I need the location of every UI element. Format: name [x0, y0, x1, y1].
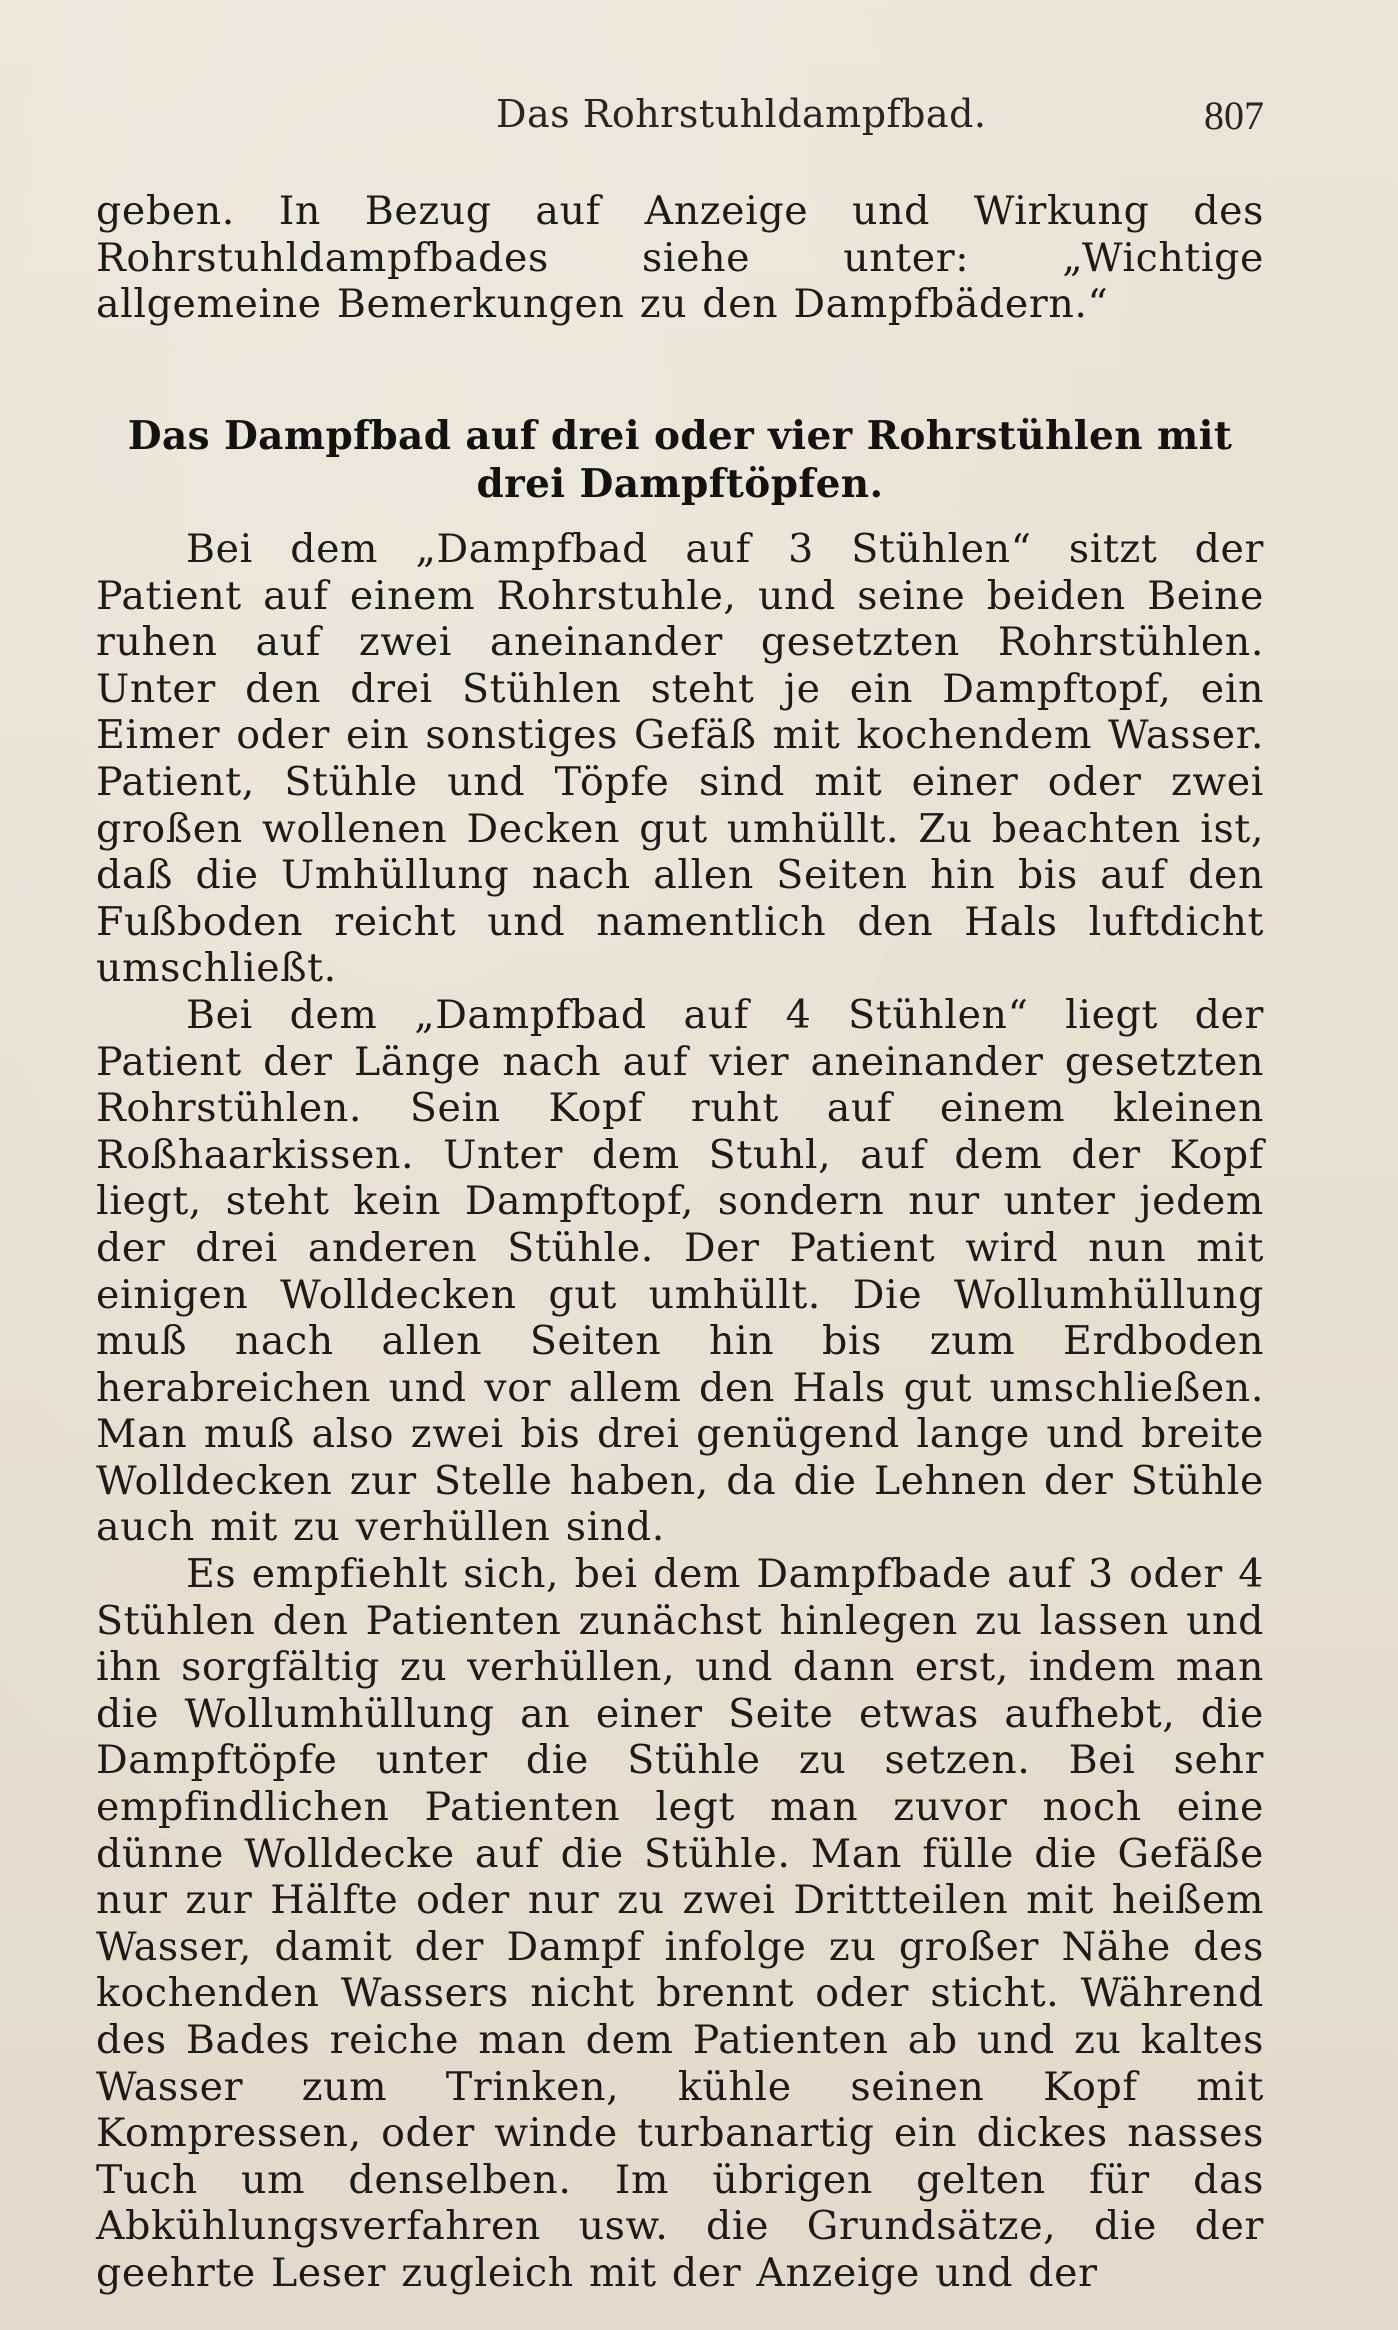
running-title: Das Rohrstuhldampfbad. [496, 92, 987, 136]
section-heading: Das Dampfbad auf drei oder vier Rohrstühlen mit drei Dampftöpfen. [127, 413, 1233, 507]
page-number: 807 [1204, 93, 1264, 138]
continuation-paragraph [96, 188, 1264, 328]
continuation-text: geben. In Bezug auf Anzeige und Wirkung des Rohrstuhldampfbades siehe unter: „Wichtige allgemeine Bemerkungen zu den Dampfbädern.“ [96, 188, 1264, 328]
page-header [96, 92, 1264, 152]
section-body [96, 526, 1264, 2297]
paragraph-recommendation: Es empfiehlt sich, bei dem Dampfbade auf 3 oder 4 Stühlen den Patienten zunächst hinlegen zu lassen und ihn sorgfältig zu verhüllen, und dann erst, indem man die Wollumhüllung an einer Seite etwas aufhebt, die Dampftöpfe unter die Stühle zu setzen. Bei sehr empfindlichen Patienten legt man zuvor noch eine dünne Wolldecke auf die Stühle. Man fülle die Gefäße nur zur Hälfte oder nur zu zwei Drittteilen mit heißem Wasser, damit der Dampf infolge zu großer Nähe des kochenden Wassers nicht brennt oder sticht. Während des Bades reiche man dem Patienten ab und zu kaltes Wasser zum Trinken, kühle seinen Kopf mit Kompressen, oder winde turbanartig ein dickes nasses Tuch um denselben. Im übrigen gelten für das Abkühlungsverfahren usw. die Grundsätze, die der geehrte Leser zugleich mit der Anzeige und der [96, 1551, 1264, 2296]
paragraph-four-chairs: Bei dem „Dampfbad auf 4 Stühlen“ liegt der Patient der Länge nach auf vier aneinander gesetzten Rohrstühlen. Sein Kopf ruht auf einem kleinen Roßhaarkissen. Unter dem Stuhl, auf dem der Kopf liegt, steht kein Dampftopf, sondern nur unter jedem der drei anderen Stühle. Der Patient wird nun mit einigen Wolldecken gut umhüllt. Die Wollumhüllung muß nach allen Seiten hin bis zum Erdboden herabreichen und vor allem den Hals gut umschließen. Man muß also zwei bis drei genügend lange und breite Wolldecken zur Stelle haben, da die Lehnen der Stühle auch mit zu verhüllen sind. [96, 991, 1264, 1551]
paragraph-three-chairs: Bei dem „Dampfbad auf 3 Stühlen“ sitzt der Patient auf einem Rohrstuhle, und seine beiden Beine ruhen auf zwei aneinander gesetzten Rohrstühlen. Unter den drei Stühlen steht je ein Dampftopf, ein Eimer oder ein sonstiges Gefäß mit kochendem Wasser. Patient, Stühle und Töpfe sind mit einer oder zwei großen wollenen Decken gut umhüllt. Zu beachten ist, daß die Umhüllung nach allen Seiten hin bis auf den Fußboden reicht und namentlich den Hals luftdicht umschließt. [96, 526, 1264, 992]
